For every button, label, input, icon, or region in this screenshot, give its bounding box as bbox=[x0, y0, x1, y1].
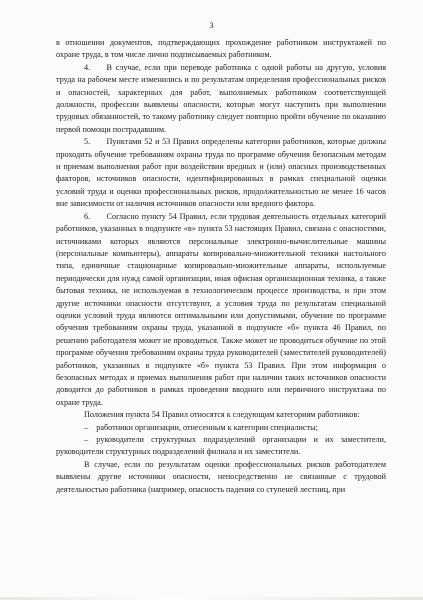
paragraph-categories-intro: Положения пункта 54 Правил относятся к следующим категориям работников: bbox=[84, 410, 360, 420]
bullet-item-specialists: – работники организации, отнесенным к категории специалисты; bbox=[84, 422, 318, 432]
paragraph-closing: В случае, если по результатам оценки профессиональных рисков работодателем выявлены другие источники опасности, непосредственно не связанные с трудовой деятельностью работника (например, опасность падения со ступеней лестниц, при bbox=[56, 459, 386, 494]
bullet-item-managers: – руководители структурных подразделений организации и их заместители, руководители структурных подразделений филиала и их заместители. bbox=[56, 435, 386, 457]
paragraph-continuation: в отношении документов, подтверждающих прохождение работником инструктажей по охране труда, в том числе лично подписываемых работником. bbox=[56, 38, 386, 60]
paragraph-item-5: 5. Пунктами 52 и 53 Правил определены категории работников, которые должны проходить обучение требованиям охраны труда по программе обучения безопасным методам и приемам выполнения работ при воздействии вредных и (или) опасных производственных факторов, источников опасности, идентифицированных в рамках специальной оценки условий труда и оценки профессиональных рисков, продолжительностью не менее 16 часов вне зависимости от наличия источников опасности или вредного фактора. bbox=[56, 137, 386, 209]
paragraph-item-6: 6. Согласно пункту 54 Правил, если трудовая деятельность отдельных категорий работников, указанных в подпункте «в» пункта 53 настоящих Правил, связана с опасностями, источниками которых являются персональные электронно-вычислительные машины (персональные компьютеры), аппараты копировально-множительной техники настольного типа, единичные стационарные копировально-множительные аппараты, используемые периодически для нужд самой организации, иная офисная организационная техника, а также бытовая техника, не используемая в технологическом процессе производства, и при этом другие источники опасности отсутствуют, а условия труда по результатам специальной оценки условий труда являются оптимальными или допустимыми, обучение по программе обучения требованиям охраны труда, указанной в подпункте «б» пункта 46 Правил, по решению работодателя может не проводиться. Также может не проводиться обучение по этой программе обучения требованиям охраны труда руководителей (заместителей руководителей) работников, указанных в подпункте «б» пункта 53 Правил. При этом информация о безопасных методах и приемах выполнения работ при наличии таких источников опасности доводится до работников в рамках проведения вводного или первичного инструктажа по охране труда. bbox=[56, 211, 386, 407]
page-number: 3 bbox=[209, 20, 214, 30]
document-body bbox=[56, 37, 386, 496]
paragraph-item-4: 4. В случае, если при переводе работника с одной работы на другую, условия труда на рабочем месте изменились и по результатам определения профессиональных рисков и опасностей, характерных для работ, выполняемых работником соответствующей должности, профессии выявлены опасности, которые могут наступить при выполнении трудовых обязанностей, то такому работнику следует повторно пройти обучение по оказанию первой помощи пострадавшим. bbox=[56, 62, 386, 134]
